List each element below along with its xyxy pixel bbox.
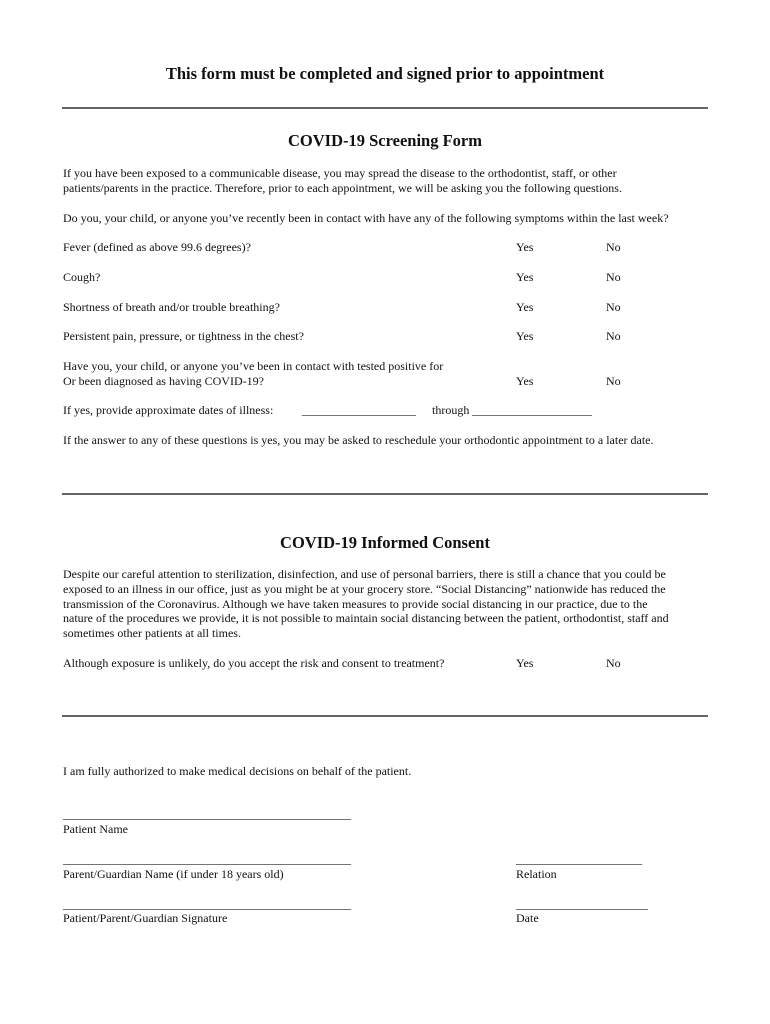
consent-body-line: transmission of the Coronavirus. Although we have taken measures to provide social distancing in our practice, due to the xyxy=(63,597,648,611)
authorization-statement: I am fully authorized to make medical decisions on behalf of the patient. xyxy=(63,764,412,778)
question-cough: Cough? xyxy=(63,270,101,284)
illness-dates-label: If yes, provide approximate dates of illness: xyxy=(63,403,274,417)
illness-date-to-field[interactable]: ____________________ xyxy=(472,403,592,417)
through-label: through xyxy=(432,403,470,417)
signature-label: Patient/Parent/Guardian Signature xyxy=(63,911,228,925)
section-divider xyxy=(62,493,708,495)
guardian-name-field[interactable]: ________________________________________________ xyxy=(63,852,351,866)
relation-label: Relation xyxy=(516,867,557,881)
answer-no-tested[interactable]: No xyxy=(606,374,621,388)
guardian-name-label: Parent/Guardian Name (if under 18 years old) xyxy=(63,867,284,881)
answer-yes-chest[interactable]: Yes xyxy=(516,329,534,343)
screening-intro-line-1: If you have been exposed to a communicable disease, you may spread the disease to the orthodontist, staff, or other xyxy=(63,166,617,180)
answer-yes-cough[interactable]: Yes xyxy=(516,270,534,284)
consent-body-line: exposed to an illness in our office, just as you might be at your grocery store. “Social Distancing” nationwide has reduced the xyxy=(63,582,666,596)
date-label: Date xyxy=(516,911,539,925)
consent-body-line: sometimes other patients at all times. xyxy=(63,626,241,640)
question-tested-line-2: Or been diagnosed as having COVID-19? xyxy=(63,374,264,388)
question-tested-line-1: Have you, your child, or anyone you’ve been in contact with tested positive for xyxy=(63,359,444,373)
section-divider xyxy=(62,107,708,109)
symptom-question-lead: Do you, your child, or anyone you’ve recently been in contact with have any of the following symptoms within the last week? xyxy=(63,211,669,225)
answer-yes-breath[interactable]: Yes xyxy=(516,300,534,314)
consent-answer-no[interactable]: No xyxy=(606,656,621,670)
consent-body-line: nature of the procedures we provide, it is not possible to maintain social distancing between the patient, orthodontist, staff and xyxy=(63,611,669,625)
screening-form-title: COVID-19 Screening Form xyxy=(287,131,482,150)
answer-yes-tested[interactable]: Yes xyxy=(516,374,534,388)
form-notice-heading: This form must be completed and signed prior to appointment xyxy=(165,64,605,83)
date-field[interactable]: ______________________ xyxy=(516,897,648,911)
consent-question: Although exposure is unlikely, do you accept the risk and consent to treatment? xyxy=(63,656,445,670)
answer-no-cough[interactable]: No xyxy=(606,270,621,284)
patient-name-label: Patient Name xyxy=(63,822,128,836)
reschedule-note: If the answer to any of these questions is yes, you may be asked to reschedule your orthodontic appointment to a later date. xyxy=(63,433,654,447)
signature-field[interactable]: ________________________________________________ xyxy=(63,897,351,911)
consent-answer-yes[interactable]: Yes xyxy=(516,656,534,670)
question-chest-pain: Persistent pain, pressure, or tightness in the chest? xyxy=(63,329,304,343)
answer-yes-fever[interactable]: Yes xyxy=(516,240,534,254)
question-fever: Fever (defined as above 99.6 degrees)? xyxy=(63,240,251,254)
consent-title: COVID-19 Informed Consent xyxy=(280,533,490,552)
relation-field[interactable]: _____________________ xyxy=(516,852,642,866)
illness-date-from-field[interactable]: ___________________ xyxy=(302,403,416,417)
answer-no-breath[interactable]: No xyxy=(606,300,621,314)
section-divider xyxy=(62,715,708,717)
question-shortness-of-breath: Shortness of breath and/or trouble breathing? xyxy=(63,300,280,314)
consent-body-line: Despite our careful attention to sterilization, disinfection, and use of personal barriers, there is still a chance that you could be xyxy=(63,567,666,581)
answer-no-chest[interactable]: No xyxy=(606,329,621,343)
answer-no-fever[interactable]: No xyxy=(606,240,621,254)
screening-intro-line-2: patients/parents in the practice. Therefore, prior to each appointment, we will be asking you the following questions. xyxy=(63,181,622,195)
patient-name-field[interactable]: ________________________________________________ xyxy=(63,807,351,821)
